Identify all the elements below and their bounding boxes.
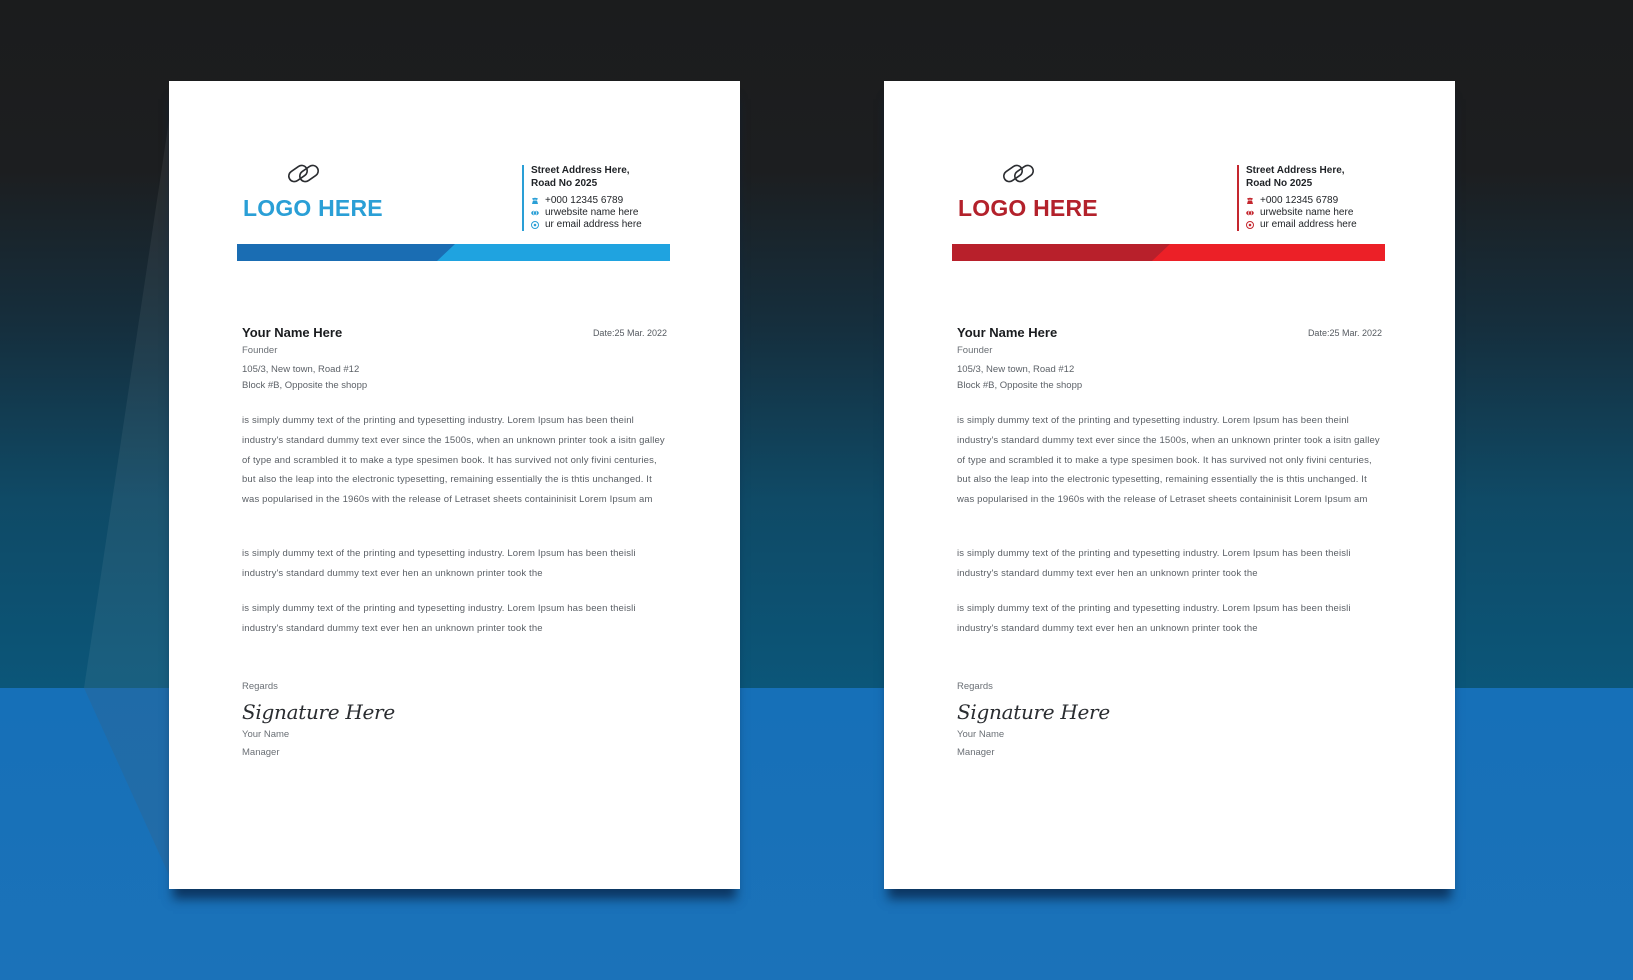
body-paragraph-2: is simply dummy text of the printing and typesetting industry. Lorem Ipsum has been theisli industry's standard dummy text ever hen an unknown printer took the — [242, 548, 636, 579]
contact-phone: +000 12345 6789 — [531, 195, 731, 207]
contact-address: Street Address Here, Road No 2025 — [1246, 165, 1345, 189]
contact-address: Street Address Here, Road No 2025 — [531, 165, 630, 189]
body-paragraph-3: is simply dummy text of the printing and typesetting industry. Lorem Ipsum has been theisli industry's standard dummy text ever hen an unknown printer took the — [957, 603, 1351, 634]
header-color-band — [237, 244, 670, 261]
letter-date: Date:25 Mar. 2022 — [592, 328, 667, 338]
globe-icon — [531, 209, 539, 217]
sender-role: Founder — [957, 345, 993, 356]
location-icon — [1246, 221, 1254, 229]
logo-text: LOGO HERE — [958, 195, 1098, 221]
signatory-name: Your Name — [957, 729, 1005, 740]
letterhead-blue — [169, 81, 740, 889]
body-paragraph-1: is simply dummy text of the printing and typesetting industry. Lorem Ipsum has been theinl industry's standard dummy text ever since the 1500s, when an unknown printer took a isitn galley of type and scrambled it to make a type spesimen book. It has survived not only fivini centuries, but also the leap into the electronic typesetting, remaining essentially the is thtis unchanged. It was popularised in the 1960s with the release of Letraset sheets containinisit Lorem Ipsum am — [957, 415, 1380, 506]
body-paragraph-3: is simply dummy text of the printing and typesetting industry. Lorem Ipsum has been theisli industry's standard dummy text ever hen an unknown printer took the — [242, 603, 636, 634]
signature: Signature Here — [242, 700, 395, 724]
letterhead-red — [884, 81, 1455, 889]
sender-address-line1: 105/3, New town, Road #12 — [957, 364, 1075, 375]
signatory-title: Manager — [957, 747, 995, 758]
sender-role: Founder — [242, 345, 278, 356]
signature: Signature Here — [957, 700, 1110, 724]
sender-name: Your Name Here — [242, 325, 343, 340]
contact-divider — [1237, 165, 1239, 231]
sender-address-line1: 105/3, New town, Road #12 — [242, 364, 360, 375]
sender-name: Your Name Here — [957, 325, 1058, 340]
sender-address-line2: Block #B, Opposite the shopp — [242, 380, 368, 391]
signatory-title: Manager — [242, 747, 280, 758]
logo-text: LOGO HERE — [243, 195, 383, 221]
body-paragraph-2: is simply dummy text of the printing and typesetting industry. Lorem Ipsum has been theisli industry's standard dummy text ever hen an unknown printer took the — [957, 548, 1351, 579]
contact-email: ur email address here — [1246, 219, 1446, 231]
contact-phone: +000 12345 6789 — [1246, 195, 1446, 207]
contact-block — [531, 164, 731, 231]
signatory-name: Your Name — [242, 729, 290, 740]
location-icon — [531, 221, 539, 229]
contact-website: urwebsite name here — [531, 207, 731, 219]
globe-icon — [1246, 209, 1254, 217]
contact-website: urwebsite name here — [1246, 207, 1446, 219]
sender-address-line2: Block #B, Opposite the shopp — [957, 380, 1083, 391]
regards-label: Regards — [242, 681, 278, 692]
phone-icon — [531, 197, 539, 205]
body-paragraph-1: is simply dummy text of the printing and typesetting industry. Lorem Ipsum has been theinl industry's standard dummy text ever since the 1500s, when an unknown printer took a isitn galley of type and scrambled it to make a type spesimen book. It has survived not only fivini centuries, but also the leap into the electronic typesetting, remaining essentially the is thtis unchanged. It was popularised in the 1960s with the release of Letraset sheets containinisit Lorem Ipsum am — [242, 415, 665, 506]
phone-icon — [1246, 197, 1254, 205]
contact-divider — [522, 165, 524, 231]
contact-email: ur email address here — [531, 219, 731, 231]
paperclip-links-icon — [1001, 161, 1037, 187]
regards-label: Regards — [957, 681, 993, 692]
paperclip-links-icon — [286, 161, 322, 187]
header-color-band — [952, 244, 1385, 261]
letter-date: Date:25 Mar. 2022 — [1307, 328, 1382, 338]
contact-block — [1246, 164, 1446, 231]
